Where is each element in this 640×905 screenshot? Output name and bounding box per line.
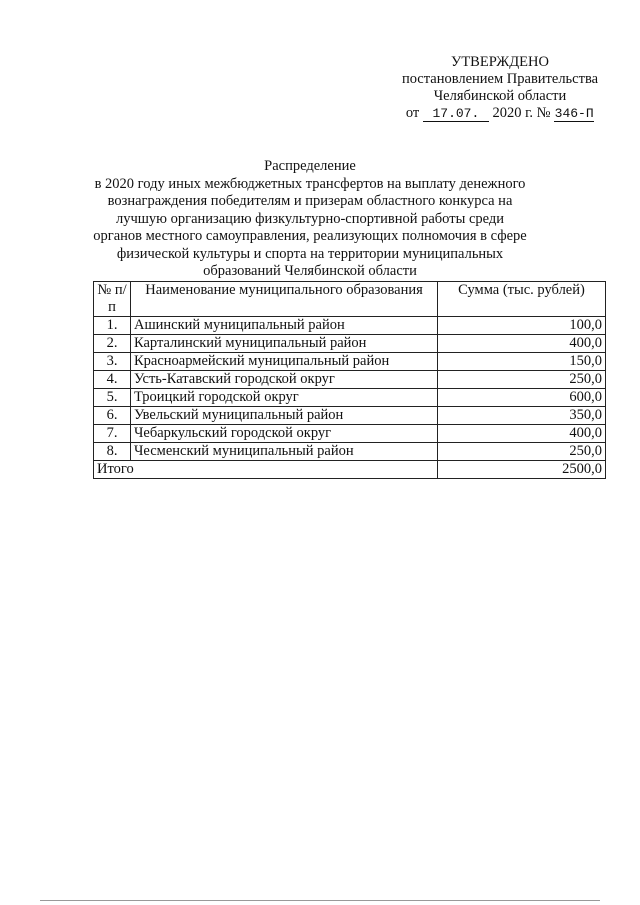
table-row [94,353,606,371]
row-num: 8. [94,443,131,461]
row-name: Увельский муниципальный район [131,407,438,425]
row-name: Чесменский муниципальный район [131,443,438,461]
total-label: Итого [94,461,438,479]
row-sum: 150,0 [438,353,606,371]
page-bottom-rule [40,900,600,901]
row-name: Чебаркульский городской округ [131,425,438,443]
row-sum: 350,0 [438,407,606,425]
row-num: 6. [94,407,131,425]
total-sum: 2500,0 [438,461,606,479]
row-name: Усть-Катавский городской округ [131,371,438,389]
table-row [94,407,606,425]
table-row [94,443,606,461]
row-name: Ашинский муниципальный район [131,317,438,335]
title-body: в 2020 году иных межбюджетных трансфертов на выплату денежного вознаграждения победителям и призерам областного конкурса на лучшую организацию физкультурно-спортивной работы среди органов местного самоуправления, реализующих полномочия в сфере физической культуры и спорта на территории муниципальных образований Челябинской области [93,175,527,279]
document-title [90,158,530,281]
row-sum: 250,0 [438,371,606,389]
row-num: 3. [94,353,131,371]
approved-by: постановлением Правительства [401,71,599,87]
row-num: 1. [94,317,131,335]
approved-label: УТВЕРЖДЕНО [451,54,549,70]
distribution-table [93,281,606,479]
row-sum: 400,0 [438,335,606,353]
row-name: Красноармейский муниципальный район [131,353,438,371]
row-sum: 250,0 [438,443,606,461]
table-row [94,335,606,353]
row-num: 4. [94,371,131,389]
approval-date: 17.07. [423,107,489,122]
title-heading: Распределение [264,158,356,174]
table-row [94,389,606,407]
from-label: от [405,105,420,121]
year-label: 2020 г. № [492,105,551,121]
header-name: Наименование муниципального образования [131,282,438,317]
approval-block [380,54,620,122]
row-name: Троицкий городской округ [131,389,438,407]
header-sum: Сумма (тыс. рублей) [438,282,606,317]
row-sum: 100,0 [438,317,606,335]
approval-number: 346-П [554,106,594,121]
table-row [94,425,606,443]
header-num: № п/п [94,282,131,317]
row-num: 5. [94,389,131,407]
table-row [94,371,606,389]
row-num: 7. [94,425,131,443]
table-row [94,317,606,335]
total-row [94,461,606,479]
row-name: Карталинский муниципальный район [131,335,438,353]
approval-date-line [380,105,620,122]
row-sum: 600,0 [438,389,606,407]
row-num: 2. [94,335,131,353]
row-sum: 400,0 [438,425,606,443]
approved-region: Челябинской области [433,88,567,104]
table-header-row [94,282,606,317]
